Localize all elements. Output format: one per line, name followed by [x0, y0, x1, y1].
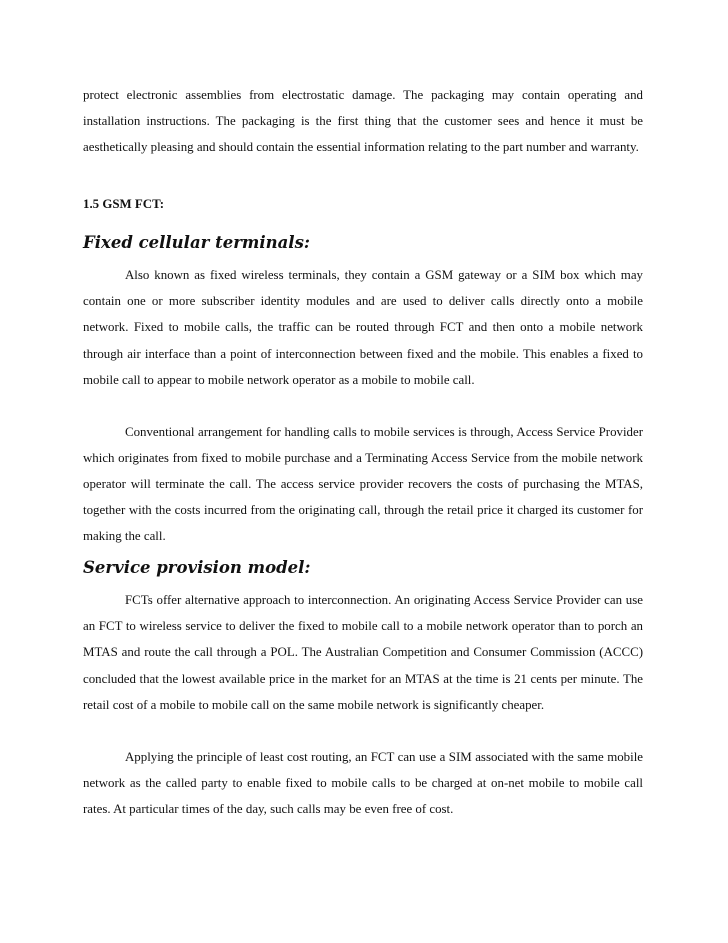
fct-paragraph-2: Conventional arrangement for handling calls to mobile services is through, Access Service Provider which originates from fixed to mobile purchase and a Terminating Access Service from the mobile network operator will terminate the call. The access service provider recovers the costs of purchasing the MTAS, together with the costs incurred from the originating call, through the retail price it charged its customer for making the call.: [83, 424, 643, 544]
intro-paragraph: protect electronic assemblies from electrostatic damage. The packaging may contain operating and installation instructions. The packaging is the first thing that the customer sees and hence it must be aesthetically pleasing and should contain the essential information relating to the part number and warranty.: [83, 88, 643, 155]
spm-paragraph-1: FCTs offer alternative approach to interconnection. An originating Access Service Provider can use an FCT to wireless service to deliver the fixed to mobile call to a mobile network operator than to porch an MTAS and route the call through a POL. The Australian Competition and Consumer Commission (ACCC) concluded that the lowest available price in the market for an MTAS at the time is 21 cents per minute. The retail cost of a mobile to mobile call on the same mobile network is significantly cheaper.: [83, 593, 643, 712]
fct-paragraph-1: Also known as fixed wireless terminals, they contain a GSM gateway or a SIM box which may contain one or more subscriber identity modules and are used to deliver calls directly onto a mobile network. Fixed to mobile calls, the traffic can be routed through FCT and then onto a mobile network through air interface than a point of interconnection between fixed and the mobile. This enables a fixed to mobile call to appear to mobile network operator as a mobile to mobile call.: [83, 268, 643, 387]
page-body: [83, 82, 643, 822]
spm-paragraph-2: Applying the principle of least cost routing, an FCT can use a SIM associated with the same mobile network as the called party to enable fixed to mobile calls to be charged at on-net mobile to mobile call rates. At particular times of the day, such calls may be even free of cost.: [83, 749, 643, 816]
subsection-heading-fixed-cellular-terminals: Fixed cellular terminals:: [83, 233, 310, 253]
subsection-heading-service-provision-model: Service provision model:: [83, 558, 311, 578]
section-heading: 1.5 GSM FCT:: [83, 197, 165, 212]
